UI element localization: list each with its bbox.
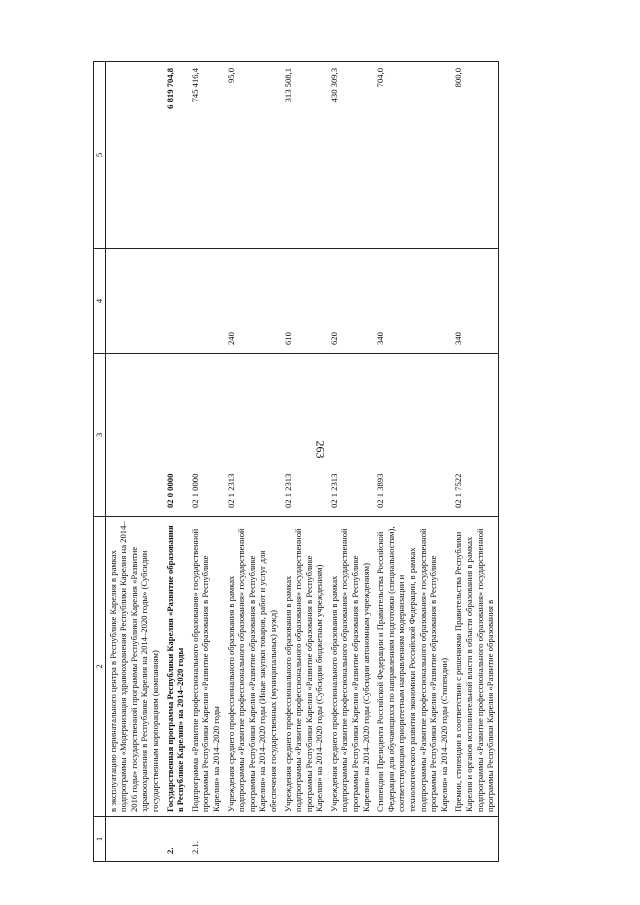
row-amount: 313 508,1 [281, 62, 327, 249]
row-name: Премии, стипендии в соответствии с решениями Правительства Республики Карелия и органов исполнительной власти в области образования в рамках подпрограммы «Развитие профессионального образования» государственной программы Республики Карелия «Развитие образования в [451, 517, 498, 817]
rotated-table-container [93, 62, 553, 862]
row-code: 02 1 2313 [224, 354, 281, 517]
column-header-2: 2 [94, 517, 106, 817]
row-name: Подпрограмма «Развитие профессионального образования» государственной программы Республики Карелия «Развитие образования в Республике Карелия» на 2014–2020 годы [188, 517, 224, 817]
row-expense-type: 340 [373, 249, 451, 354]
table-row [105, 62, 162, 862]
page-number: 263 [313, 440, 328, 459]
row-code: 02 1 2313 [327, 354, 373, 517]
row-expense-type: 240 [224, 249, 281, 354]
row-amount [105, 62, 162, 249]
row-name: Учреждения среднего профессионального образования в рамках подпрограммы «Развитие профессионального образования» государственной программы Республики Карелия «Развитие образования в Республике Карелия» на 2014–2020 годы (Субсидии бюджетным учреждениям) [281, 517, 327, 817]
row-expense-type: 620 [327, 249, 373, 354]
row-name: Государственная программа Республики Карелия «Развитие образования в Республике Карелия» на 2014–2020 годы [163, 517, 188, 817]
column-header-5: 5 [94, 62, 106, 249]
row-expense-type [105, 249, 162, 354]
row-name: в эксплуатацию перинатального центра в Республике Карелия в рамках подпрограммы «Модернизация здравоохранения Республики Карелия на 2014–2016 годы» государственной программы Республики Карелия «Развитие здравоохранения в Республике Карелия на 2014–2020 годы» (Субсидии государственным корпорациям (компаниям) [105, 517, 162, 817]
row-code: 02 0 0000 [163, 354, 188, 517]
column-header-4: 4 [94, 249, 106, 354]
row-code: 02 1 2313 [281, 354, 327, 517]
row-amount: 95,0 [224, 62, 281, 249]
row-number [327, 817, 373, 862]
row-code: 02 1 7522 [451, 354, 498, 517]
row-number: 2. [163, 817, 188, 862]
row-number [451, 817, 498, 862]
row-number [224, 817, 281, 862]
column-header-3: 3 [94, 354, 106, 517]
row-expense-type: 610 [281, 249, 327, 354]
row-number: 2.1. [188, 817, 224, 862]
row-expense-type: 340 [451, 249, 498, 354]
row-code: 02 1 3893 [373, 354, 451, 517]
row-name: Учреждения среднего профессионального образования в рамках подпрограммы «Развитие профессионального образования» государственной программы Республики Карелия «Развитие образования в Республике Карелия» на 2014–2020 годы (Субсидии автономным учреждениям) [327, 517, 373, 817]
row-number [281, 817, 327, 862]
table-row [281, 62, 327, 862]
table-row [451, 62, 498, 862]
table-row [163, 62, 188, 862]
table-row [224, 62, 281, 862]
row-name: Стипендии Президента Российской Федерации и Правительства Российской Федерации для обучающихся по направлениям подготовки (специальностям), соответствующим приоритетным направлениям модернизации и технологического развития экономики Российской Федерации, в рамках подпрограммы «Развитие профессионального образования» государственной программы Республики Карелия «Развитие образования в Республике Карелия» на 2014–2020 годы (Стипендии) [373, 517, 451, 817]
budget-table [93, 61, 499, 862]
row-name: Учреждения среднего профессионального образования в рамках подпрограммы «Развитие профессионального образования» государственной программы Республики Карелия «Развитие образования в Республике Карелия» на 2014–2020 годы (Иные закупки товаров, работ и услуг для обеспечения государственных (муниципальных) нужд) [224, 517, 281, 817]
row-amount: 704,0 [373, 62, 451, 249]
row-amount: 745 416,4 [188, 62, 224, 249]
row-number [373, 817, 451, 862]
row-amount: 430 309,3 [327, 62, 373, 249]
table-row [327, 62, 373, 862]
table-row [188, 62, 224, 862]
row-amount: 6 819 704,8 [163, 62, 188, 249]
row-code [105, 354, 162, 517]
row-expense-type [163, 249, 188, 354]
table-row [373, 62, 451, 862]
row-amount: 800,0 [451, 62, 498, 249]
header-row [94, 62, 106, 862]
row-expense-type [188, 249, 224, 354]
column-header-1: 1 [94, 817, 106, 862]
row-code: 02 1 0000 [188, 354, 224, 517]
table-body [105, 62, 498, 862]
row-number [105, 817, 162, 862]
